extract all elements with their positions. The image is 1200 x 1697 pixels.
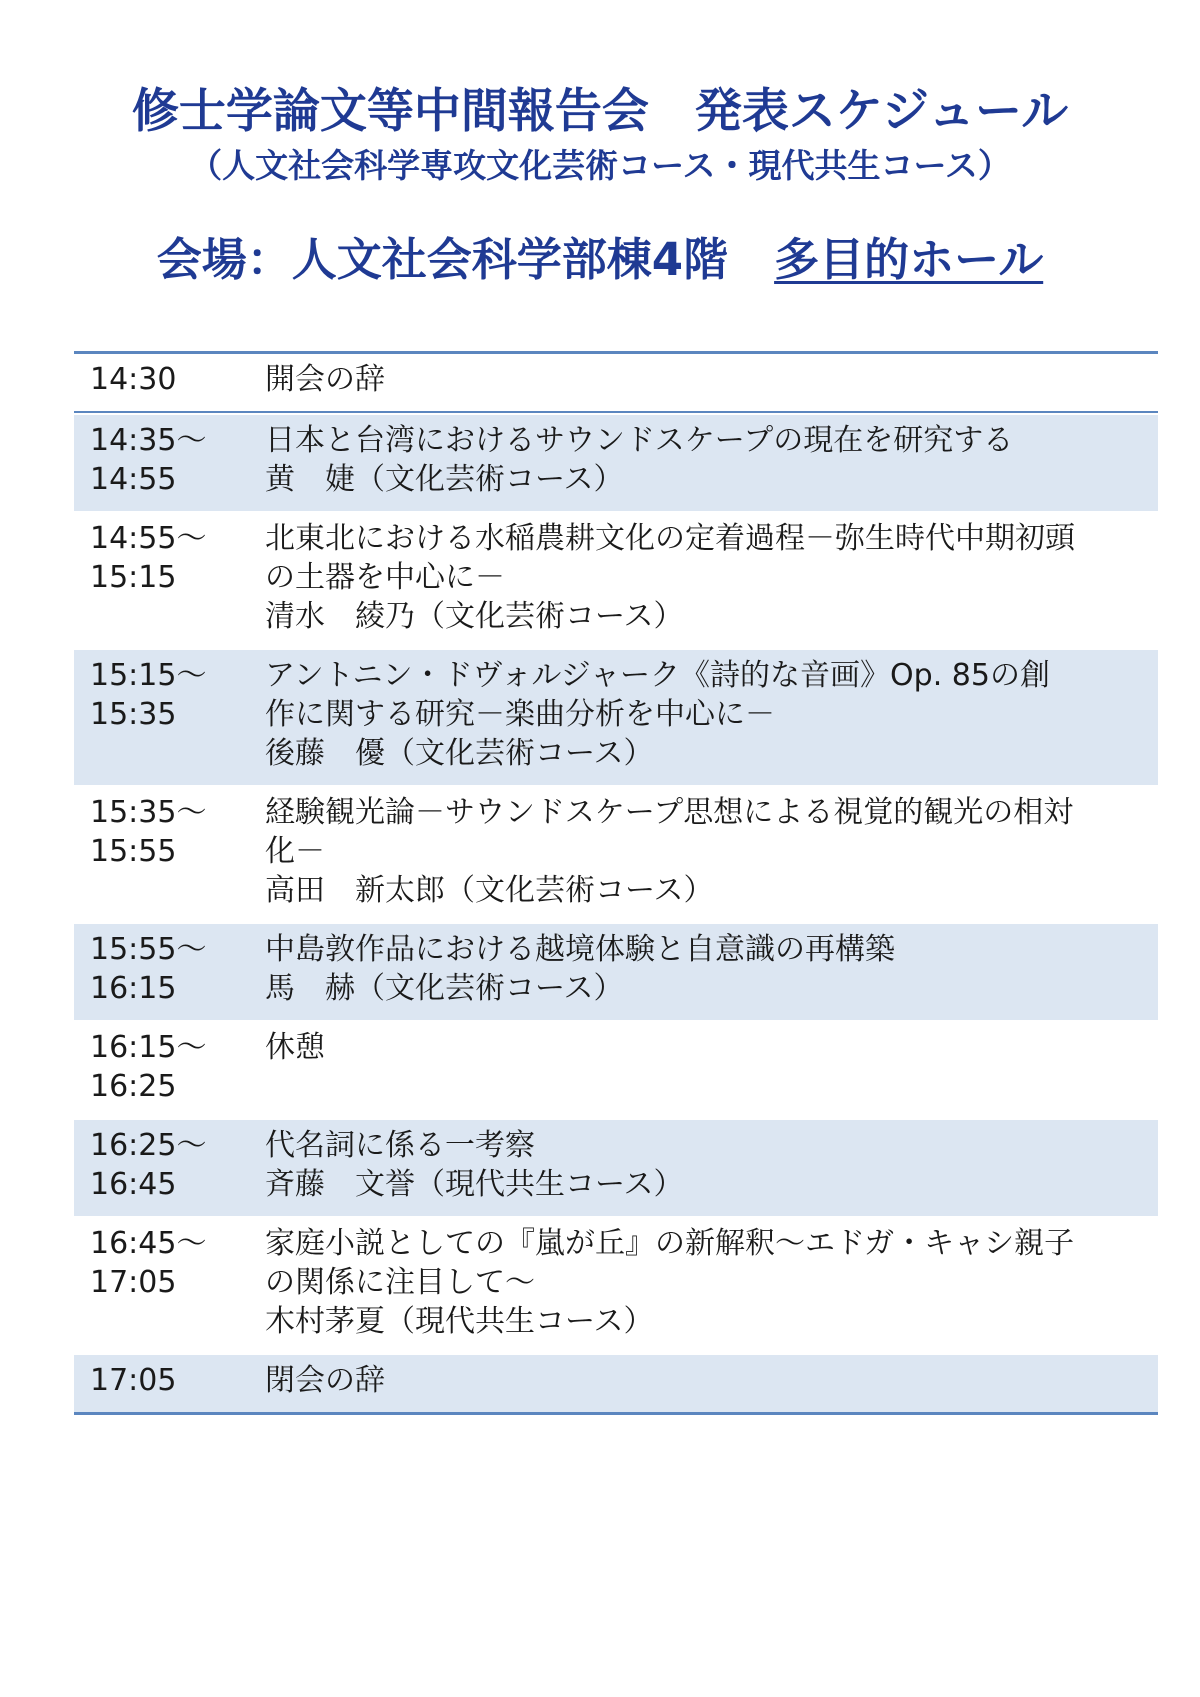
schedule-line: 後藤 優（文化芸術コース） (265, 736, 654, 771)
schedule-line: 閉会の辞 (265, 1363, 385, 1398)
schedule-line: 清水 綾乃（文化芸術コース） (265, 599, 684, 634)
schedule-time: 16:15～ 16:25 (90, 1030, 207, 1104)
schedule-content (265, 421, 1158, 499)
schedule-line: 斉藤 文誉（現代共生コース） (265, 1167, 684, 1202)
schedule-table (74, 351, 1158, 1415)
schedule-time: 15:55～ 16:15 (90, 932, 207, 1006)
schedule-line: 開会の辞 (265, 362, 385, 397)
schedule-row (74, 648, 1158, 785)
schedule-line: 代名詞に係る一考察 (265, 1128, 535, 1163)
schedule-time: 14:30 (90, 362, 177, 397)
schedule-row (74, 922, 1158, 1020)
schedule-line: 北東北における水稲農耕文化の定着過程－弥生時代中期初頭 (265, 521, 1075, 556)
schedule-time: 16:45～ 17:05 (90, 1226, 207, 1300)
schedule-line: 馬 赫（文化芸術コース） (265, 971, 624, 1006)
schedule-row (74, 785, 1158, 922)
schedule-content (265, 1126, 1158, 1204)
schedule-time: 14:55～ 15:15 (90, 521, 207, 595)
page-title (0, 82, 1200, 142)
schedule-row (74, 354, 1158, 413)
schedule-line: アントニン・ドヴォルジャーク《詩的な音画》Op. 85の創 (265, 658, 1050, 693)
schedule-time: 15:15～ 15:35 (90, 658, 207, 732)
schedule-line: 黄 婕（文化芸術コース） (265, 462, 624, 497)
title-schedule-label: 発表スケジュール (694, 84, 1069, 139)
schedule-line: の土器を中心に－ (265, 560, 505, 595)
schedule-line: の関係に注目して～ (265, 1265, 535, 1300)
venue-label: 会場：人文社会科学部棟4階 (156, 233, 729, 286)
schedule-line: 作に関する研究－楽曲分析を中心に－ (265, 697, 775, 732)
schedule-content (265, 793, 1158, 910)
schedule-line: 休憩 (265, 1030, 325, 1065)
schedule-content (265, 1224, 1158, 1341)
schedule-row (74, 413, 1158, 511)
schedule-line: 経験観光論－サウンドスケープ思想による視覚的観光の相対 (265, 795, 1074, 830)
schedule-line: 日本と台湾におけるサウンドスケープの現在を研究する (265, 423, 1014, 458)
schedule-line: 木村茅夏（現代共生コース） (265, 1304, 654, 1339)
schedule-content (265, 1361, 1158, 1400)
schedule-row (74, 511, 1158, 648)
schedule-content (265, 656, 1158, 773)
schedule-time: 16:25～ 16:45 (90, 1128, 207, 1202)
schedule-line: 化－ (265, 834, 325, 869)
schedule-content (265, 1028, 1158, 1106)
schedule-time: 17:05 (90, 1363, 177, 1398)
schedule-row (74, 1353, 1158, 1412)
venue-hall: 多目的ホール (774, 233, 1044, 286)
schedule-line: 高田 新太郎（文化芸術コース） (265, 873, 714, 908)
schedule-row (74, 1216, 1158, 1353)
schedule-row (74, 1020, 1158, 1118)
schedule-row (74, 1118, 1158, 1216)
title-event-name: 修士学論文等中間報告会 (131, 84, 649, 139)
schedule-content (265, 930, 1158, 1008)
venue-line (0, 230, 1200, 290)
schedule-line: 中島敦作品における越境体験と自意識の再構築 (265, 932, 895, 967)
schedule-line: 家庭小説としての『嵐が丘』の新解釈～エドガ・キャシ親子 (265, 1226, 1075, 1261)
schedule-content (265, 519, 1158, 636)
schedule-time: 15:35～ 15:55 (90, 795, 207, 869)
schedule-content (265, 360, 1158, 399)
page-subtitle: （人文社会科学専攻文化芸術コース・現代共生コース） (189, 146, 1011, 185)
schedule-time: 14:35～ 14:55 (90, 423, 207, 497)
